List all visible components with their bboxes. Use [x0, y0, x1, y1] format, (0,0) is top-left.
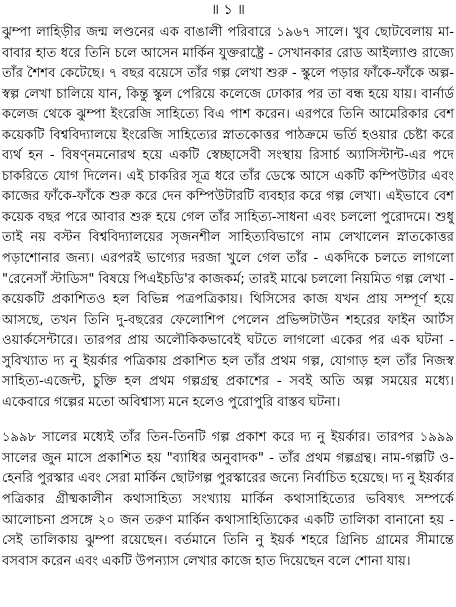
- biography-paragraph-1: ঝুম্পা লাহিড়ীর জন্ম লণ্ডনের এক বাঙালী পরিবারে ১৯৬৭ সালে। খুব ছোটবেলায় মা-বাবার হাত ধরে তিনি চলে আসেন মার্কিন যুক্তরাষ্ট্রে - সেখানকার রোড আইল্যাণ্ড রাজ্যে তাঁর শৈশব কেটেছে। ৭ বছর বয়েসে তাঁর গল্প লেখা শুরু - স্কুলে পড়ার ফাঁকে-ফাঁকে অল্প-স্বল্প লেখা চালিয়ে যান, কিন্তু স্কুল পেরিয়ে কলেজে ঢোকার পর তা বন্ধ হয়ে যায়। বার্নার্ড কলেজ থেকে ঝুম্পা ইংরেজি সাহিত্যে বিএ পাশ করেন। এরপরে তিনি আমেরিকার বেশ কয়েকটি বিশ্ববিদ্যালয়ে ইংরেজি সাহিত্যের স্নাতকোত্তর পাঠক্রমে ভর্তি হওয়ার চেষ্টা করে ব্যর্থ হন - বিষণ্নমনোরথ হয়ে একটি স্বেচ্ছাসেবী সংস্থায় রিসার্চ অ্যাসিস্টান্ট-এর পদে চাকরিতে যোগ দিলেন। এই চাকরির সূত্র ধরে তাঁর ডেস্কে আসে একটি কম্পিউটার এবং কাজের ফাঁকে-ফাঁকে শুরু করে দেন কম্পিউটারটি ব্যবহার করে গল্প লেখা। এইভাবে বেশ কয়েক বছর পরে আবার শুরু হয়ে গেল তাঁর সাহিত্য-সাধনা এবং চললো পুরোদমে। শুধু তাই নয় বস্টন বিশ্ববিদ্যালয়ের সৃজনশীল সাহিত্যবিভাগে নাম লেখালেন স্নাতকোত্তর পড়াশোনার জন্য। এরপরই ভাগ্যের দরজা খুলে গেল তাঁর - একদিকে চলতে লাগলো "রেনেসাঁ স্টাডিস" বিষয়ে পিএইচডি'র কাজকর্ম; তারই মাঝে চললো নিয়মিত গল্প লেখা - কয়েকটি প্রকাশিতও হল বিভিন্ন পত্রপত্রিকায়। থিসিসের কাজ যখন প্রায় সম্পূর্ণ হয়ে আসছে, তখন তিনি দু-বছরের ফেলোশিপ পেলেন প্রভিন্সটাউন শহরের ফাইন আর্টস ওয়ার্কসেন্টারে। তারপর প্রায় অলৌকিকভাবেই ঘটতে লাগলো একের পর এক ঘটনা - সুবিখ্যাত দ্য নু ইয়র্কার পত্রিকায় প্রকাশিত হল তাঁর প্রথম গল্প, যোগাড় হল তাঁর নিজস্ব সাহিত্য-এজেন্ট, চুক্তি হল প্রথম গল্পগ্রন্থ প্রকাশের - সবই অতি অল্প সময়ের মধ্যে। একেবারে গল্পের মতো অবিশ্বাস্য মনে হলেও পুরোপুরি বাস্তব ঘটনা।: [2, 25, 454, 410]
- biography-paragraph-2: ১৯৯৮ সালের মধ্যেই তাঁর তিন-তিনটি গল্প প্রকাশ করে দ্য নু ইয়র্কার। তারপর ১৯৯৯ সালের জুন মাসে প্রকাশিত হয় "ব্যাধির অনুবাদক" - তাঁর প্রথম গল্পগ্রন্থ। নাম-গল্পটি ও-হেনরি পুরস্কার এবং সেরা মার্কিন ছোটগল্প পুরস্কারের জন্যে নির্বাচিত হয়েছে। দ্য নু ইয়র্কার পত্রিকার গ্রীষ্মকালীন কথাসাহিত্য সংখ্যায় মার্কিন কথাসাহিত্যের ভবিষ্যৎ সম্পর্কে আলোচনা প্রসঙ্গে ২০ জন তরুণ মার্কিন কথাসাহিত্যিকের একটি তালিকা বানানো হয় - সেই তালিকায় ঝুম্পা রয়েছেন। বর্তমানে তিনি নু ইয়র্ক শহরে গ্রিনিচ গ্রামের সীমান্তে বসবাস করেন এবং একটি উপন্যাস লেখার কাজে হাত দিয়েছেন বলে শোনা যায়।: [2, 430, 454, 569]
- page-number: ॥ ১ ॥: [211, 2, 245, 18]
